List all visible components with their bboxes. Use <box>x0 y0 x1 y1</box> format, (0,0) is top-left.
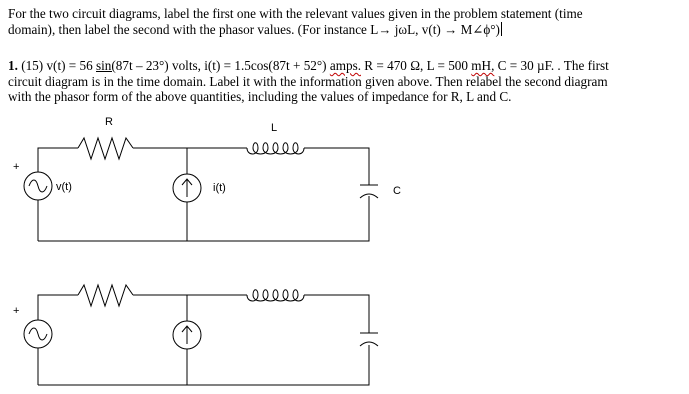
resistor-label: R <box>105 116 113 128</box>
circuit-2-top-wire-left <box>38 295 78 320</box>
intro-line-2: domain), then label the second with the phasor values. (For instance L <box>8 21 379 37</box>
question-mid: 87t – 23°) volts, i(t) = 1.5cos(87t + 52°) <box>115 58 330 73</box>
intro-line-1: For the two circuit diagrams, label the first one with the relevant values given in the problem statement (time <box>8 6 583 21</box>
intro-jwl: jωL, v(t) <box>391 21 445 37</box>
question-points: (15) v(t) = 56 <box>17 58 97 73</box>
resistor-zigzag-2 <box>78 285 133 306</box>
plus-label-2: + <box>13 305 20 317</box>
mh-word: mH, <box>471 58 495 73</box>
question-line-3: with the phasor form of the above quantities, including the values of impedance for R, L and C. <box>8 89 512 104</box>
inductor-coil <box>247 143 304 154</box>
circuit-2-top-wire-right <box>304 295 369 333</box>
arrow-icon: → <box>444 21 458 37</box>
current-label: i(t) <box>213 182 226 194</box>
arrow-icon: → <box>378 21 392 37</box>
question-values: R = 470 Ω, L = 500 <box>361 58 472 73</box>
inductor-label: L <box>271 122 278 134</box>
inductor-coil-2 <box>247 290 304 301</box>
question-rest: C = 30 µF. . The first <box>494 58 609 73</box>
question-number: 1. <box>8 58 18 73</box>
intro-end: M∠ϕ°) <box>457 21 500 37</box>
ac-sine-wave-icon-2 <box>29 328 47 340</box>
circuit-2-bottom-wire <box>38 345 369 385</box>
plus-label: + <box>13 161 20 173</box>
voltage-label: v(t) <box>56 181 72 193</box>
circuit-1-top-wire-left <box>38 148 78 172</box>
question-line-2: circuit diagram is in the time domain. Label it with the information given above. Then relabel the second diagram <box>8 73 608 89</box>
circuit-1-time-domain <box>24 138 378 241</box>
circuit-1-bottom-wire <box>38 196 369 241</box>
ac-sine-wave-icon <box>29 180 47 192</box>
circuit-2-phasor-domain <box>24 285 378 385</box>
circuit-1-top-wire-right <box>304 148 369 185</box>
resistor-zigzag <box>78 138 133 159</box>
capacitor-label: C <box>393 185 401 197</box>
amps-word: amps. <box>329 58 361 73</box>
sin-word: sin( <box>96 58 116 73</box>
